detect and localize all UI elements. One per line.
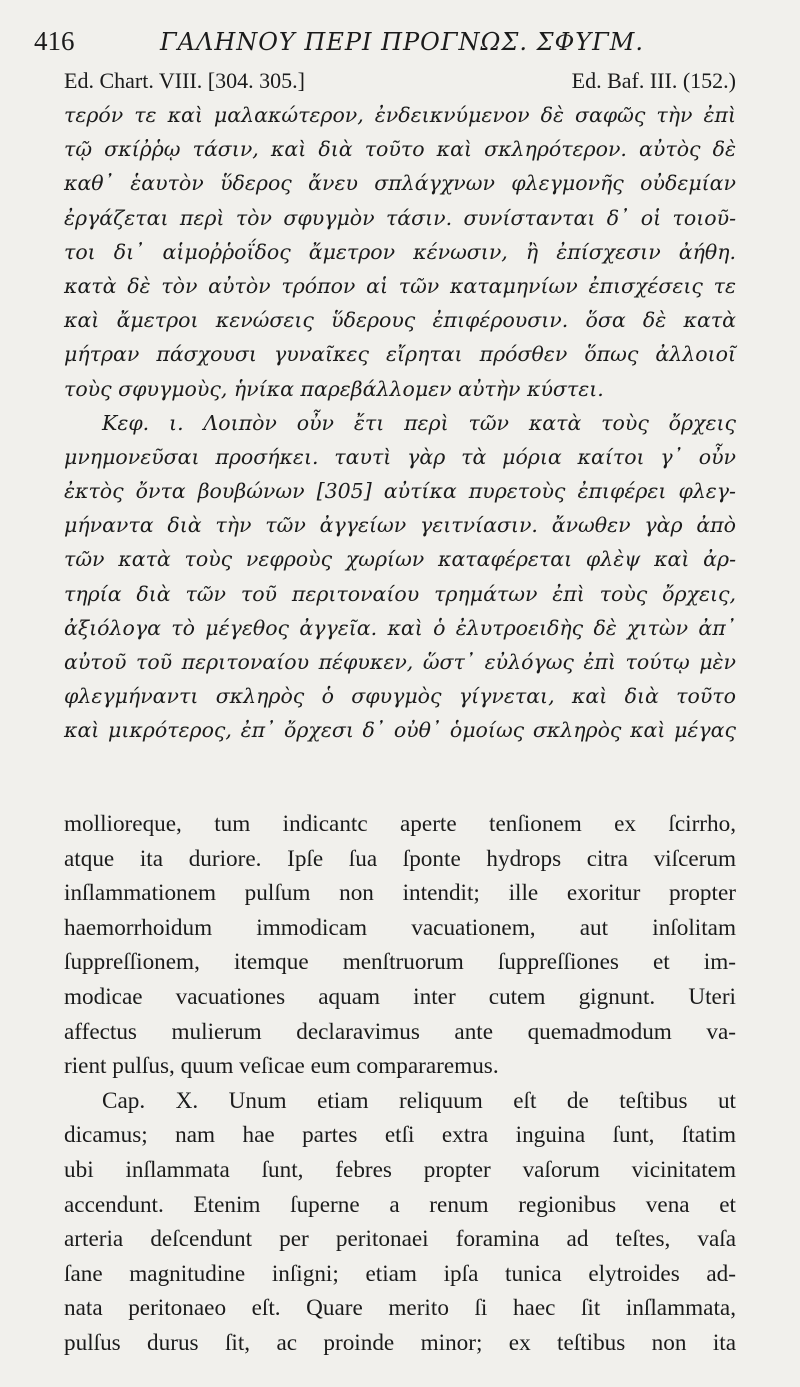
greek-line: φλεγμήναντι σκληρὸς ὁ σφυγμὸς γίγνεται, καὶ διὰ τοῦτο bbox=[64, 684, 736, 709]
greek-text-block bbox=[64, 98, 736, 748]
greek-line: τοὺς σφυγμοὺς, ἡνίκα παρεβάλλομεν αὐτὴν κύστει. bbox=[64, 376, 604, 401]
latin-chapter-heading-line: Cap. X. Unum etiam reliquum eſt de teſtibus ut bbox=[102, 1087, 736, 1114]
running-title: ΓΑΛΗΝΟΥ ΠΕΡΙ ΠΡΟΓΝΩΣ. ΣΦΥΓΜ. bbox=[160, 28, 644, 56]
greek-line: τοι δι᾽ αἱμοῤῥοΐδος ἄμετρον κένωσιν, ἢ ἐπίσχεσιν ἀήθη. bbox=[64, 239, 736, 264]
latin-line: pulſus durus ſit, ac proinde minor; ex teſtibus non ita bbox=[64, 1329, 736, 1356]
greek-line: μνημονεῦσαι προσήκει. ταυτὶ γὰρ τὰ μόρια καίτοι γ᾽ οὖν bbox=[64, 444, 736, 469]
latin-line: affectus mulierum declaravimus ante quemadmodum va- bbox=[64, 1018, 736, 1045]
latin-line: accendunt. Etenim ſuperne a renum regionibus vena et bbox=[64, 1191, 736, 1218]
greek-line: μήναντα διὰ τὴν τῶν ἀγγείων γειτνίασιν. ἄνωθεν γὰρ ἀπὸ bbox=[64, 513, 736, 538]
latin-line: haemorrhoidum immodicam vacuationem, aut inſolitam bbox=[64, 914, 736, 941]
greek-line: κατὰ δὲ τὸν αὐτὸν τρόπον αἱ τῶν καταμηνίων ἐπισχέσεις τε bbox=[64, 273, 736, 298]
page-number: 416 bbox=[34, 26, 75, 56]
latin-line: ſuppreſſionem, itemque menſtruorum ſuppreſſiones et im- bbox=[64, 949, 736, 976]
greek-line: τῷ σκίῤῥῳ τάσιν, καὶ διὰ τοῦτο καὶ σκληρότερον. αὐτὸς δὲ bbox=[64, 137, 736, 162]
page-header bbox=[34, 26, 774, 62]
latin-line: dicamus; nam hae partes etſi extra inguina ſunt, ſtatim bbox=[64, 1122, 736, 1149]
latin-text-block bbox=[64, 807, 736, 1361]
greek-line: τηρία διὰ τῶν τοῦ περιτοναίου τρημάτων ἐπὶ τοὺς ὄρχεις, bbox=[64, 581, 736, 606]
edition-chartier-ref: Ed. Chart. VIII. [304. 305.] bbox=[64, 68, 305, 93]
latin-line: ubi inſlammata ſunt, febres propter vaſorum vicinitatem bbox=[64, 1156, 736, 1183]
greek-line: μήτραν πάσχουσι γυναῖκες εἴρηται πρόσθεν ὅπως ἀλλοιοῖ bbox=[64, 342, 736, 367]
latin-line: rient pulſus, quum veſicae eum compararemus. bbox=[64, 1053, 499, 1080]
greek-line: ἐκτὸς ὄντα βουβώνων [305] αὐτίκα πυρετοὺς ἐπιφέρει φλεγ- bbox=[64, 479, 736, 504]
latin-line: inſlammationem pulſum non intendit; ille exoritur propter bbox=[64, 880, 736, 907]
greek-chapter-heading-line: Κεφ. ι. Λοιπὸν οὖν ἔτι περὶ τῶν κατὰ τοὺς ὄρχεις bbox=[102, 410, 736, 435]
latin-line: ſane magnitudine inſigni; etiam ipſa tunica elytroides ad- bbox=[64, 1260, 736, 1287]
edition-basel-ref: Ed. Baf. III. (152.) bbox=[571, 68, 736, 93]
latin-line: atque ita duriore. Ipſe ſua ſponte hydrops citra viſcerum bbox=[64, 845, 736, 872]
greek-line: τερόν τε καὶ μαλακώτερον, ἐνδεικνύμενον δὲ σαφῶς τὴν ἐπὶ bbox=[64, 103, 736, 127]
greek-line: καὶ μικρότερος, ἐπ᾽ ὄρχεσι δ᾽ οὐθ᾽ ὁμοίως σκληρὸς καὶ μέγας bbox=[64, 718, 736, 743]
greek-line: ἀξιόλογα τὸ μέγεθος ἀγγεῖα. καὶ ὁ ἐλυτροειδὴς δὲ χιτὼν ἀπ᾽ bbox=[64, 615, 736, 640]
latin-line: arteria deſcendunt per peritonaei foramina ad teſtes, vaſa bbox=[64, 1226, 736, 1253]
greek-line: καὶ ἄμετροι κενώσεις ὕδερους ἐπιφέρουσιν. ὅσα δὲ κατὰ bbox=[64, 308, 736, 333]
latin-line: mollioreque, tum indicantc aperte tenſionem ex ſcirrho, bbox=[64, 811, 736, 837]
latin-line: modicae vacuationes aquam inter cutem gignunt. Uteri bbox=[64, 983, 736, 1010]
latin-line: nata peritonaeo eſt. Quare merito ſi haec ſit inſlammata, bbox=[64, 1295, 736, 1322]
edition-reference-line bbox=[64, 68, 736, 96]
greek-line: αὐτοῦ τοῦ περιτοναίου πέφυκεν, ὥστ᾽ εὐλόγως ἐπὶ τούτῳ μὲν bbox=[64, 650, 736, 674]
greek-line: καθ᾽ ἑαυτὸν ὕδερος ἄνευ σπλάγχνων φλεγμονῆς οὐδεμίαν bbox=[64, 171, 736, 196]
greek-line: ἐργάζεται περὶ τὸν σφυγμὸν τάσιν. συνίστανται δ᾽ οἱ τοιοῦ- bbox=[64, 205, 736, 230]
greek-line: τῶν κατὰ τοὺς νεφροὺς χωρίων καταφέρεται φλὲψ καὶ ἀρ- bbox=[64, 547, 736, 572]
